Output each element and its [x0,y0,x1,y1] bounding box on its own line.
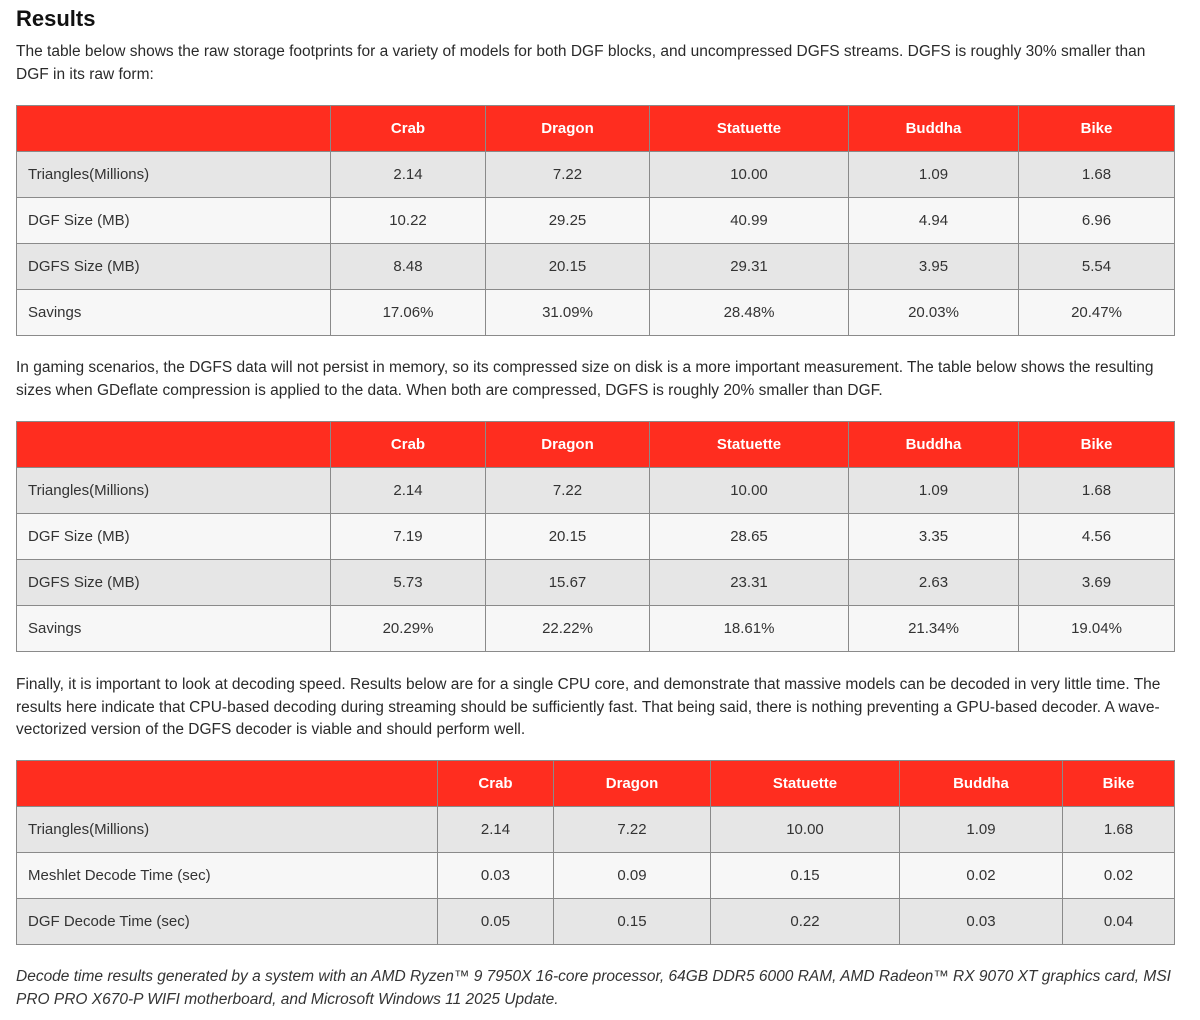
table-cell: 0.05 [438,899,554,945]
row-label: Meshlet Decode Time (sec) [17,853,438,899]
table-row [17,198,1175,244]
table-cell: 2.14 [331,152,486,198]
header-cell-bike: Bike [1063,761,1175,807]
row-label: DGF Size (MB) [17,514,331,560]
table-header-row [17,422,1175,468]
table-cell: 0.03 [438,853,554,899]
table-cell: 2.63 [849,560,1019,606]
table-cell: 18.61% [650,606,849,652]
table-cell: 28.65 [650,514,849,560]
table-cell: 2.14 [438,807,554,853]
header-cell-dragon: Dragon [554,761,711,807]
header-cell [17,106,331,152]
table-cell: 40.99 [650,198,849,244]
table-cell: 5.54 [1019,244,1175,290]
intro-paragraph: The table below shows the raw storage footprints for a variety of models for both DGF blocks, and uncompressed DGFS streams. DGFS is roughly 30% smaller than DGF in its raw form: [16,43,1146,83]
table-cell: 20.15 [486,244,650,290]
row-label: Triangles(Millions) [17,468,331,514]
table-cell: 21.34% [849,606,1019,652]
table-cell: 5.73 [331,560,486,606]
row-label: DGF Decode Time (sec) [17,899,438,945]
header-cell-buddha: Buddha [849,422,1019,468]
results-heading: Results [16,6,96,31]
row-label: DGF Size (MB) [17,198,331,244]
table-cell: 7.19 [331,514,486,560]
header-cell [17,422,331,468]
row-label: DGFS Size (MB) [17,560,331,606]
row-label: DGFS Size (MB) [17,244,331,290]
table-cell: 22.22% [486,606,650,652]
table-cell: 4.56 [1019,514,1175,560]
table-cell: 29.25 [486,198,650,244]
table-cell: 19.04% [1019,606,1175,652]
header-cell-crab: Crab [331,106,486,152]
table-cell: 3.35 [849,514,1019,560]
header-cell-dragon: Dragon [486,422,650,468]
table-cell: 15.67 [486,560,650,606]
header-cell-crab: Crab [438,761,554,807]
raw-footprint-table [16,105,1175,336]
table-cell: 20.47% [1019,290,1175,336]
table-cell: 1.09 [900,807,1063,853]
system-config-note: Decode time results generated by a system with an AMD Ryzen™ 9 7950X 16-core processor, 64GB DDR5 6000 RAM, AMD Radeon™ RX 9070 XT graphics card, MSI PRO PRO X670-P WIFI motherboard, and Microsoft Windows 11 2025 Update. [16,968,1171,1008]
header-cell-statuette: Statuette [650,422,849,468]
row-label: Triangles(Millions) [17,807,438,853]
table-cell: 0.15 [711,853,900,899]
table-row [17,514,1175,560]
table-cell: 0.22 [711,899,900,945]
table-row [17,152,1175,198]
table-cell: 7.22 [486,468,650,514]
table-cell: 17.06% [331,290,486,336]
compression-paragraph: In gaming scenarios, the DGFS data will not persist in memory, so its compressed size on disk is a more important measurement. The table below shows the resulting sizes when GDeflate compression is applied to the data. When both are compressed, DGFS is roughly 20% smaller than DGF. [16,359,1154,399]
row-label: Savings [17,290,331,336]
table-row [17,807,1175,853]
table-cell: 2.14 [331,468,486,514]
table-header-row [17,106,1175,152]
table-cell: 1.09 [849,152,1019,198]
header-cell [17,761,438,807]
table-row [17,899,1175,945]
table-cell: 29.31 [650,244,849,290]
header-cell-buddha: Buddha [849,106,1019,152]
table-cell: 0.02 [900,853,1063,899]
table-cell: 20.03% [849,290,1019,336]
table-row [17,244,1175,290]
table-cell: 0.15 [554,899,711,945]
table-cell: 10.00 [650,468,849,514]
table-row [17,560,1175,606]
table-cell: 20.15 [486,514,650,560]
table-cell: 1.68 [1019,468,1175,514]
table-cell: 4.94 [849,198,1019,244]
decoding-paragraph: Finally, it is important to look at decoding speed. Results below are for a single CPU core, and demonstrate that massive models can be decoded in very little time. The results here indicate that CPU-based decoding during streaming should be sufficiently fast. That being said, there is nothing preventing a GPU-based decoder. A wave-vectorized version of the DGFS decoder is viable and should perform well. [16,676,1161,738]
table-row [17,606,1175,652]
table-row [17,853,1175,899]
row-label: Triangles(Millions) [17,152,331,198]
table-cell: 0.04 [1063,899,1175,945]
compressed-size-table [16,421,1175,652]
table-row [17,290,1175,336]
decode-time-table [16,760,1175,945]
header-cell-bike: Bike [1019,422,1175,468]
table-cell: 3.95 [849,244,1019,290]
header-cell-crab: Crab [331,422,486,468]
header-cell-buddha: Buddha [900,761,1063,807]
header-cell-statuette: Statuette [711,761,900,807]
table-cell: 20.29% [331,606,486,652]
table-cell: 1.09 [849,468,1019,514]
table-cell: 3.69 [1019,560,1175,606]
table-cell: 7.22 [486,152,650,198]
table-cell: 0.02 [1063,853,1175,899]
row-label: Savings [17,606,331,652]
table-cell: 8.48 [331,244,486,290]
table-cell: 31.09% [486,290,650,336]
table-cell: 0.09 [554,853,711,899]
table-cell: 23.31 [650,560,849,606]
table-cell: 10.00 [650,152,849,198]
table-header-row [17,761,1175,807]
table-cell: 28.48% [650,290,849,336]
header-cell-statuette: Statuette [650,106,849,152]
table-cell: 7.22 [554,807,711,853]
table-cell: 10.22 [331,198,486,244]
table-cell: 0.03 [900,899,1063,945]
table-cell: 1.68 [1019,152,1175,198]
table-cell: 6.96 [1019,198,1175,244]
table-cell: 10.00 [711,807,900,853]
table-row [17,468,1175,514]
header-cell-bike: Bike [1019,106,1175,152]
header-cell-dragon: Dragon [486,106,650,152]
table-cell: 1.68 [1063,807,1175,853]
